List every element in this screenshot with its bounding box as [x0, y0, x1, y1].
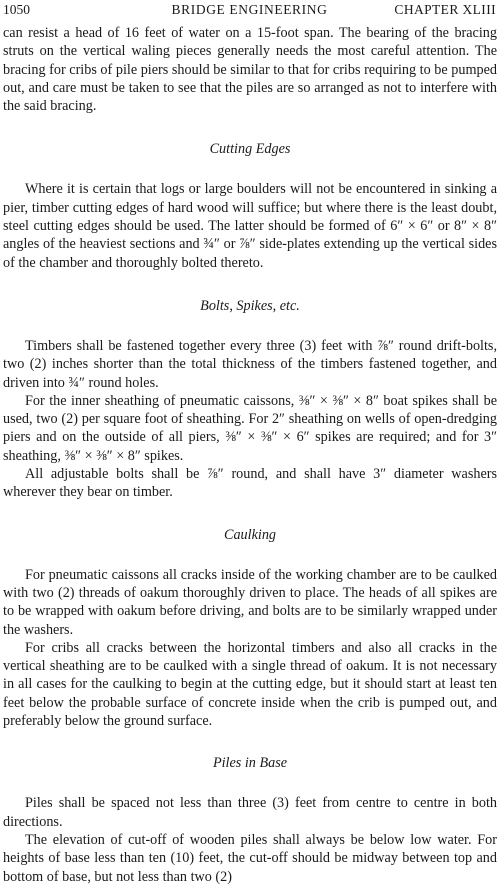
- bolts-paragraph-2: For the inner sheathing of pneumatic caissons, ⅜″ × ⅜″ × 8″ boat spikes shall be used, two (2) per square foot of sheathing. For 2″ sheathing on wells of open-dredging piers and on the outside of all piers, ⅜″ × ⅜″ × 6″ spikes are required; and for 3″ sheathing, ⅜″ × ⅜″ × 8″ spikes.: [3, 392, 497, 464]
- heading-caulking: Caulking: [223, 526, 277, 543]
- page-number: 1050: [3, 2, 30, 17]
- heading-cutting-edges: Cutting Edges: [209, 141, 291, 158]
- bolts-paragraph-1: Timbers shall be fastened together every three (3) feet with ⅞″ round drift-bolts, two (2) inches shorter than the total thickness of the timbers fastened together, and driven into ¾″ round holes.: [3, 337, 497, 391]
- chapter-label: CHAPTER XLIII: [394, 2, 496, 17]
- caulking-paragraph-2: For cribs all cracks between the horizontal timbers and also all cracks in the vertical sheathing are to be caulked with a single thread of oakum. It is not necessary in all cases for the caulking to begin at the cutting edge, but it should start at least ten feet below the probable surface of concrete inside when the crib is pumped out, and preferably below the ground surface.: [3, 639, 497, 730]
- cutting-edges-paragraph: Where it is certain that logs or large boulders will not be encountered in sinking a pier, timber cutting edges of hard wood will suffice; but where there is the least doubt, steel cutting edges should be used. The latter should be formed of 6″ × 6″ or 8″ × 8″ angles of the heaviest sections and ¾″ or ⅞″ side-plates extending up the vertical sides of the chamber and thoroughly bolted thereto.: [3, 181, 497, 271]
- running-header: [3, 2, 496, 20]
- running-title: BRIDGE ENGINEERING: [171, 2, 328, 17]
- heading-bolts-spikes: Bolts, Spikes, etc.: [200, 297, 300, 314]
- piles-paragraph-2: The elevation of cut-off of wooden piles shall always be below low water. For heights of base less than ten (10) feet, the cut-off should be midway between top and bottom of base, but not less than two (2): [3, 831, 497, 885]
- piles-paragraph-1: Piles shall be spaced not less than three (3) feet from centre to centre in both directions.: [3, 795, 497, 830]
- bolts-paragraph-3: All adjustable bolts shall be ⅞″ round, and shall have 3″ diameter washers wherever they bear on timber.: [3, 466, 497, 501]
- intro-paragraph: can resist a head of 16 feet of water on a 15-foot span. The bearing of the bracing struts on the vertical waling pieces generally needs the most careful attention. The bracing for cribs of pile piers should be similar to that for cribs requiring to be pumped out, and care must be taken to see that the piles are so arranged as not to interfere with the said bracing.: [3, 25, 497, 115]
- caulking-paragraph-1: For pneumatic caissons all cracks inside of the working chamber are to be caulked with two (2) threads of oakum thoroughly driven to place. The heads of all spikes are to be wrapped with oakum before driving, and bolts are to be similarly wrapped under the washers.: [3, 566, 497, 638]
- page-body: [3, 24, 497, 886]
- heading-piles-in-base: Piles in Base: [212, 755, 288, 772]
